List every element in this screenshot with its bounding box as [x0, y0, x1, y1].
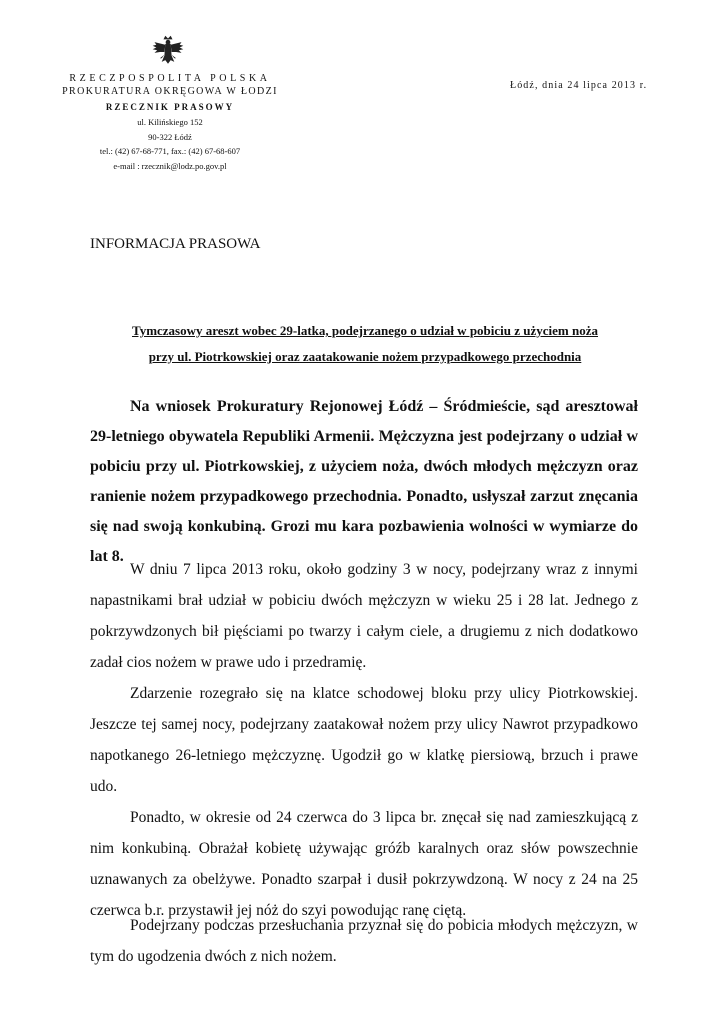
paragraph-1: W dniu 7 lipca 2013 roku, około godziny 3 w nocy, podejrzany wraz z innymi napastnikami brał udział w pobiciu dwóch mężczyzn w wieku 25 i 28 lat. Jednego z pokrzywdzonych bił pięściami po twarzy i całym ciele, a drugiemu z nich dodatkowo zadał cios nożem w prawe udo i przedramię.	[90, 561, 638, 671]
letterhead-office: PROKURATURA OKRĘGOWA W ŁODZI	[62, 86, 278, 97]
document-date: Łódź, dnia 24 lipca 2013 r.	[510, 80, 648, 91]
eagle-emblem-icon	[150, 34, 186, 70]
headline-line-1: Tymczasowy areszt wobec 29-latka, podejrzanego o udział w pobiciu z użyciem noża	[131, 323, 599, 338]
press-headline	[90, 318, 640, 370]
letterhead-department: RZECZNIK PRASOWY	[105, 102, 235, 112]
lead-paragraph: Na wniosek Prokuratury Rejonowej Łódź – Śródmieście, sąd aresztował 29-letniego obywatela Republiki Armenii. Mężczyzna jest podejrzany o udział w pobiciu przy ul. Piotrkowskiej, z użyciem noża, dwóch młodych mężczyzn oraz ranienie nożem przypadkowego przechodnia. Ponadto, usłyszał zarzut znęcania się nad swoją konkubiną. Grozi mu kara pozbawienia wolności w wymiarze do lat 8.	[90, 398, 638, 565]
paragraph-4: Podejrzany podczas przesłuchania przyznał się do pobicia młodych mężczyzn, w tym do ugodzenia dwóch z nich nożem.	[90, 917, 638, 965]
letterhead-email: e-mail : rzecznik@lodz.po.gov.pl	[113, 160, 227, 171]
headline-line-2: przy ul. Piotrkowskiej oraz zaatakowanie nożem przypadkowego przechodnia	[148, 349, 582, 364]
letterhead-country: RZECZPOSPOLITA POLSKA	[69, 73, 271, 84]
letterhead	[40, 72, 300, 173]
letterhead-street: ul. Kilińskiego 152	[137, 117, 203, 127]
document-title: INFORMACJA PRASOWA	[90, 236, 261, 252]
letterhead-phone: tel.: (42) 67-68-771, fax.: (42) 67-68-607	[99, 146, 241, 156]
paragraph-2: Zdarzenie rozegrało się na klatce schodowej bloku przy ulicy Piotrkowskiej. Jeszcze tej samej nocy, podejrzany zaatakował nożem przy ulicy Nawrot przypadkowo napotkanego 26-letniego mężczyznę. Ugodził go w klatkę piersiową, brzuch i prawe udo.	[90, 685, 638, 795]
letterhead-city: 90-322 Łódź	[148, 131, 192, 142]
paragraph-3: Ponadto, w okresie od 24 czerwca do 3 lipca br. znęcał się nad zamieszkującą z nim konkubiną. Obrażał kobietę używając gróźb karalnych oraz słów powszechnie uznawanych za obelżywe. Ponadto szarpał i dusił pokrzywdzoną. W nocy z 24 na 25 czerwca b.r. przystawił jej nóż do szyi powodując ranę ciętą.	[90, 809, 638, 919]
